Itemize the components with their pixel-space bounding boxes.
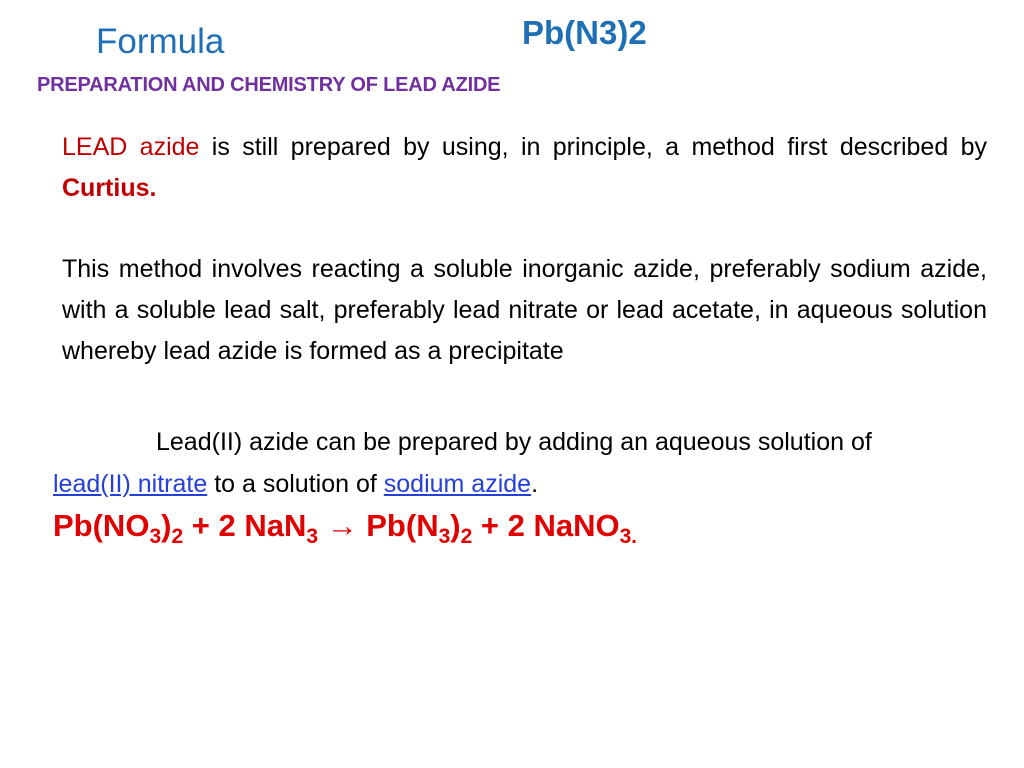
paragraph-method: This method involves reacting a soluble inorganic azide, preferably sodium azide, with a soluble lead salt, preferably lead nitrate or lead acetate, in aqueous solution whereby lead azide is formed as a precipitate [62, 255, 987, 365]
sodium-azide-link[interactable]: sodium azide [383, 470, 532, 498]
intro-text: is still prepared by using, in principle, a method first described by [199, 133, 987, 161]
eq-subscript: 3 [619, 525, 632, 548]
slide-subtitle: PREPARATION AND CHEMISTRY OF LEAD AZIDE [37, 74, 501, 96]
prep-text-b: to a solution of [207, 470, 384, 498]
formula-label: Formula [96, 22, 225, 61]
eq-paren: ) [161, 508, 172, 543]
eq-period: . [631, 526, 637, 548]
eq-arrow-product-lead-azide: → Pb(N [318, 508, 439, 543]
slide-title-formula: Pb(N3)2 [522, 14, 647, 51]
paragraph-preparation [53, 421, 953, 505]
eq-reactant-sodium-azide: + 2 NaN [183, 508, 307, 543]
paragraph-intro [62, 127, 987, 209]
eq-subscript: 2 [460, 525, 473, 548]
lead-nitrate-link[interactable]: lead(II) nitrate [53, 470, 208, 498]
eq-subscript: 3 [149, 525, 162, 548]
eq-subscript: 3 [306, 525, 319, 548]
prep-text-a: Lead(II) azide can be prepared by adding an aqueous solution of [156, 428, 872, 456]
eq-subscript: 2 [171, 525, 184, 548]
chemical-equation [53, 508, 637, 548]
eq-reactant-lead-nitrate: Pb(NO [53, 508, 150, 543]
eq-product-sodium-nitrate: + 2 NaNO [472, 508, 620, 543]
curtius-name: Curtius. [62, 174, 157, 202]
eq-paren: ) [450, 508, 461, 543]
eq-subscript: 3 [438, 525, 451, 548]
prep-text-c: . [531, 470, 539, 498]
lead-azide-highlight: LEAD azide [62, 133, 200, 161]
